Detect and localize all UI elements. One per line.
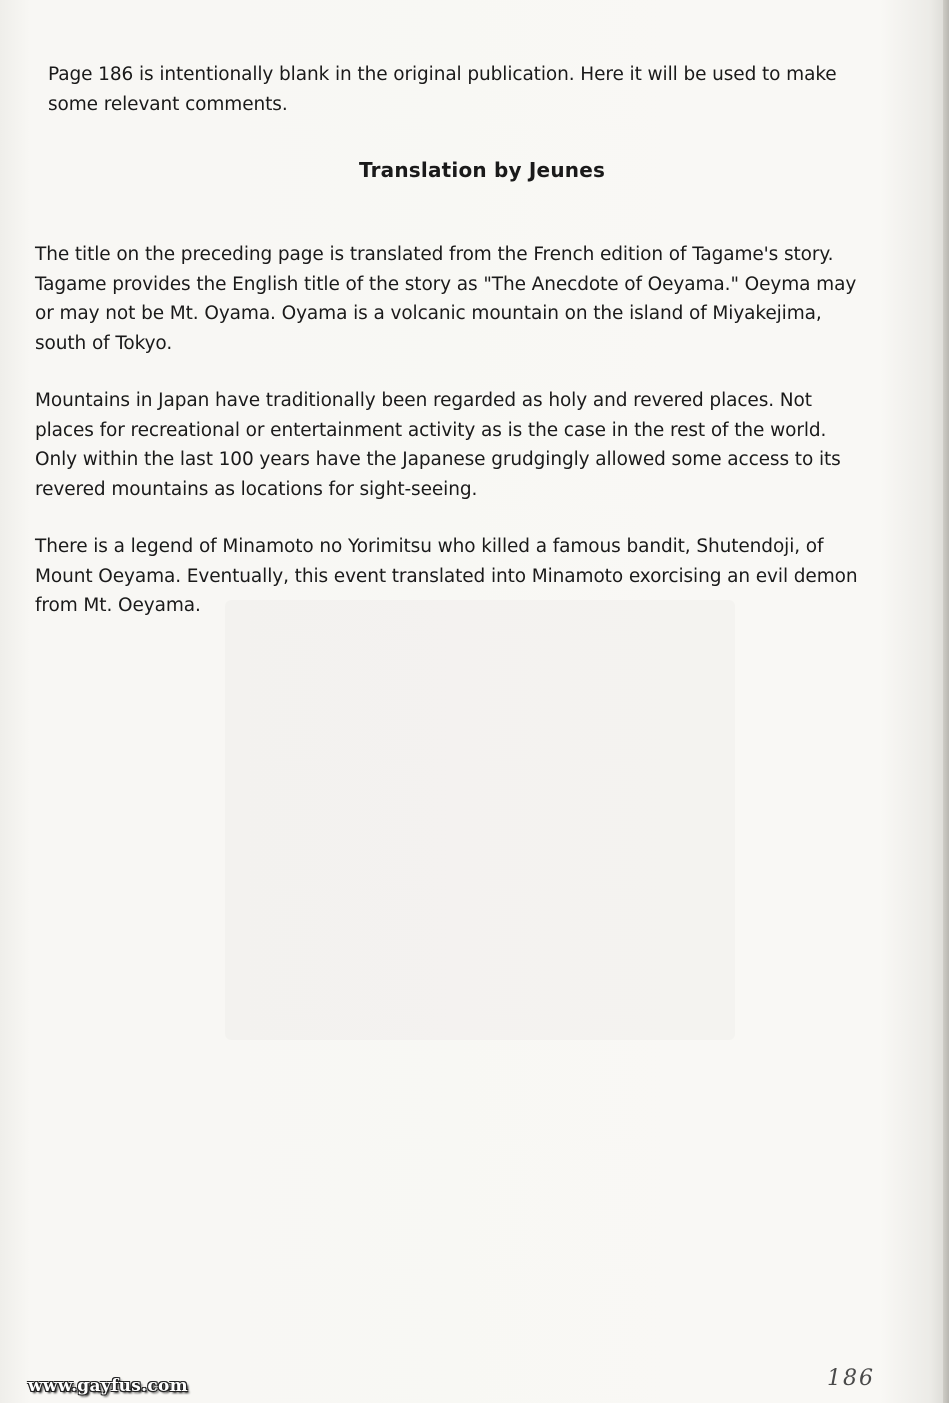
paragraph-line: from Mt. Oeyama. xyxy=(35,595,201,616)
section-heading: Translation by Jeunes xyxy=(358,158,606,182)
show-through-shadow xyxy=(225,600,735,1040)
intro-line: Page 186 is intentionally blank in the original publication. Here it will be used to make xyxy=(48,64,837,85)
page-number: 186 xyxy=(827,1366,875,1391)
paragraph-legend xyxy=(35,532,857,621)
paragraph-line: Mountains in Japan have traditionally been regarded as holy and revered places. Not xyxy=(35,390,812,411)
binding-edge xyxy=(943,0,949,1403)
paragraph-line: The title on the preceding page is translated from the French edition of Tagame's story. xyxy=(35,244,834,265)
paragraph-line: south of Tokyo. xyxy=(35,332,173,354)
paragraph-line: Tagame provides the English title of the story as "The Anecdote of Oeyama." Oeyma may xyxy=(35,273,857,295)
paragraph-line: places for recreational or entertainment activity as is the case in the rest of the world. xyxy=(35,419,827,441)
paragraph-line: Mount Oeyama. Eventually, this event translated into Minamoto exorcising an evil demon xyxy=(35,565,858,587)
watermark: www.gayfus.com xyxy=(28,1376,188,1396)
paragraph-line: There is a legend of Minamoto no Yorimitsu who killed a famous bandit, Shutendoji, of xyxy=(35,536,824,557)
paragraph-line: Only within the last 100 years have the Japanese grudgingly allowed some access to its xyxy=(35,449,841,470)
paragraph-line: or may not be Mt. Oyama. Oyama is a volcanic mountain on the island of Miyakejima, xyxy=(35,303,822,324)
intro-line: some relevant comments. xyxy=(48,93,288,115)
intro-paragraph xyxy=(48,60,837,119)
paragraph-mountains xyxy=(35,386,841,504)
paragraph-title-translation xyxy=(35,240,856,358)
paragraph-line: revered mountains as locations for sight-seeing. xyxy=(35,478,478,500)
